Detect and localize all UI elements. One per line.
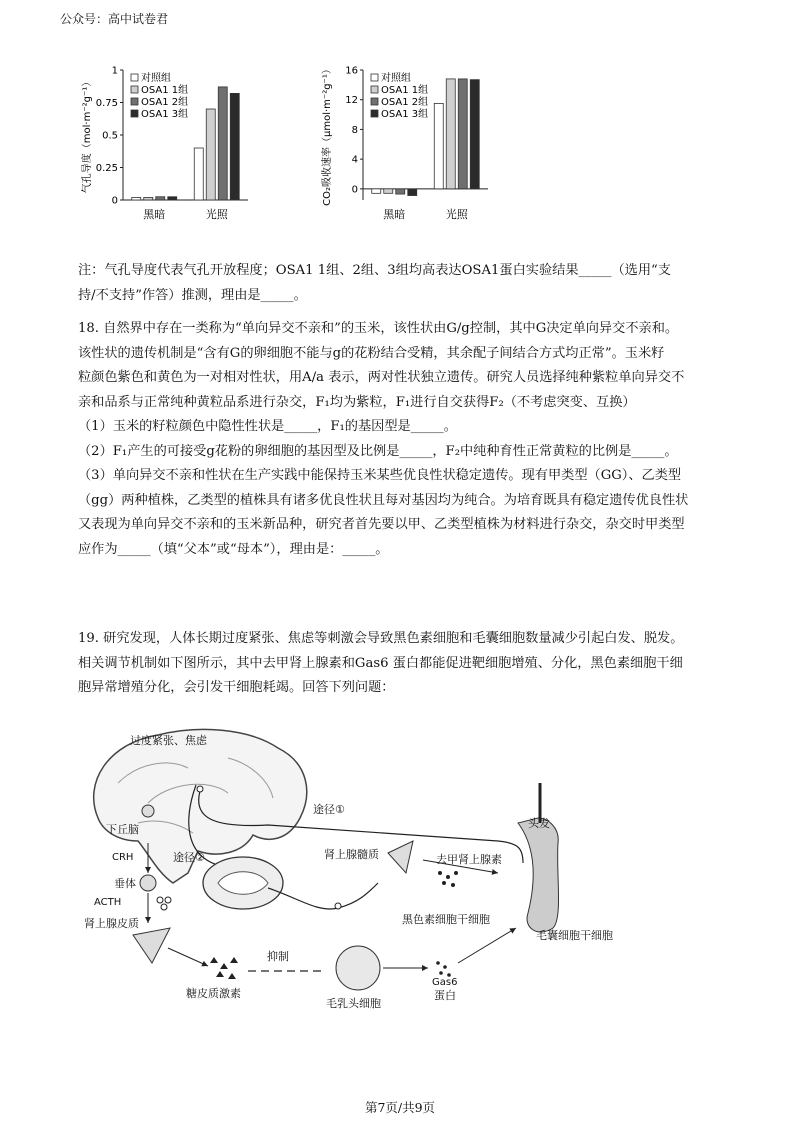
bar: [132, 197, 141, 200]
label-adrenal-medulla: 肾上腺髓质: [324, 848, 379, 861]
bar: [194, 148, 203, 200]
y-tick-label: 0: [111, 195, 118, 207]
bar: [458, 79, 467, 189]
label-norepinephrine: 去甲肾上腺素: [436, 853, 502, 866]
legend-label: 对照组: [381, 73, 411, 84]
q18-line: （1）玉米的籽粒颜色中隐性性状是_____，F₁的基因型是_____。: [78, 419, 457, 434]
hypothalamus-node: [142, 805, 154, 817]
spinal-efferent: [268, 883, 378, 909]
category-label: 黑暗: [383, 208, 406, 221]
legend-swatch: [131, 98, 138, 105]
legend-swatch: [371, 86, 378, 93]
bar: [230, 93, 239, 200]
question-18: [78, 317, 728, 562]
bar: [408, 189, 417, 196]
q18-line: （3）单向异交不亲和性状在生产实践中能保持玉米某些优良性状稳定遗传。现有甲类型（GG）、乙类型: [78, 468, 682, 483]
label-melanocyte-stem: 黑色素细胞干细胞: [402, 913, 490, 926]
gas6-arrow: [458, 928, 516, 963]
legend-swatch: [371, 110, 378, 117]
q18-line: 应作为_____（填“父本”或“母本”），理由是：_____。: [78, 541, 389, 557]
legend-swatch: [131, 74, 138, 81]
label-pathway2: 途径②: [173, 851, 205, 864]
q18-line: 该性状的遗传机制是“含有G的卵细胞不能与g的花粉结合受精，其余配子间结合方式均正常”。玉米籽: [78, 345, 665, 361]
y-tick-label: 0.5: [102, 130, 118, 142]
label-follicle-stem: 毛囊细胞干细胞: [536, 929, 613, 942]
page-footer: 第7页/共9页: [364, 1100, 436, 1115]
label-adrenal-cortex: 肾上腺皮质: [84, 917, 139, 930]
ganglion: [335, 903, 341, 909]
y-axis-label: 气孔导度（mol·m⁻²g⁻¹）: [82, 76, 93, 194]
q18-line: 18. 自然界中存在一类称为“单向异交不亲和”的玉米，该性状由G/g控制，其中G决定单向异交不亲和。: [78, 321, 679, 336]
bar: [384, 189, 393, 193]
legend-label: OSA1 2组: [381, 97, 429, 108]
gas6-dots: [436, 961, 451, 977]
bar: [168, 197, 177, 200]
y-tick-label: 0.75: [95, 98, 118, 109]
q18-line: 亲和品系与正常纯种黄粒品系进行杂交，F₁均为紫粒，F₁进行自交获得F₂（不考虑突变、互换）: [78, 394, 636, 410]
neuron-body: [197, 786, 203, 792]
category-label: 光照: [445, 208, 468, 221]
bar: [156, 197, 165, 200]
bar: [396, 189, 405, 194]
y-tick-label: 0: [351, 184, 358, 196]
bar: [372, 189, 381, 193]
chart-svg-1: [78, 62, 278, 232]
y-tick-label: 0.25: [95, 163, 118, 174]
acth-circles: [157, 897, 171, 910]
bar: [446, 79, 455, 189]
label-glucocorticoid: 糖皮质激素: [186, 987, 241, 1000]
diagram-svg: [78, 723, 648, 1053]
label-papilla: 毛乳头细胞: [326, 997, 381, 1010]
label-inhibit: 抑制: [267, 950, 289, 963]
label-protein: 蛋白: [434, 989, 456, 1002]
note-line: 持/不支持”作答）推测，理由是_____。: [78, 287, 307, 303]
legend-label: OSA1 2组: [141, 97, 189, 108]
bar: [434, 103, 443, 188]
regulation-diagram: [78, 723, 648, 1057]
label-pituitary: 垂体: [114, 877, 136, 890]
legend-swatch: [371, 74, 378, 81]
y-tick-label: 4: [351, 154, 358, 166]
bar: [470, 80, 479, 189]
label-hypothalamus: 下丘脑: [106, 823, 139, 836]
legend-swatch: [131, 110, 138, 117]
label-pathway1: 途径①: [313, 803, 345, 816]
chart-svg-2: [318, 62, 518, 232]
category-label: 光照: [205, 208, 228, 221]
label-stress: 过度紧张、焦虑: [130, 734, 207, 747]
q19-line: 胞异常增殖分化，会引发干细胞耗竭。回答下列问题：: [78, 680, 395, 695]
q18-line: （gg）两种植株，乙类型的植株具有诸多优良性状且每对基因均为纯合。为培育既具有稳定遗传优良性状: [78, 492, 689, 508]
label-hair: 头发: [528, 817, 550, 830]
legend-label: OSA1 3组: [141, 109, 189, 120]
legend-swatch: [131, 86, 138, 93]
cortex-arrow: [168, 948, 208, 966]
papilla-cell: [336, 946, 380, 990]
legend-label: OSA1 3组: [381, 109, 429, 120]
adrenal-medulla-shape: [388, 841, 413, 873]
q18-line: 粒颜色紫色和黄色为一对相对性状，用A/a 表示，两对性状独立遗传。研究人员选择纯种紫粒单向异交不: [78, 370, 685, 385]
bar: [218, 87, 227, 200]
y-tick-label: 8: [351, 124, 358, 136]
norepinephrine-dots: [438, 871, 458, 887]
label-acth: ACTH: [94, 897, 122, 908]
pituitary-node: [140, 875, 156, 891]
note-line: 注：气孔导度代表气孔开放程度；OSA1 1组、2组、3组均高表达OSA1蛋白实验结果_____（选用“支: [78, 263, 671, 278]
y-axis-label: CO₂吸收速率（μmol·m⁻²g⁻¹）: [322, 64, 333, 206]
adrenal-cortex-shape: [133, 928, 170, 963]
legend-label: 对照组: [141, 73, 171, 84]
y-tick-label: 16: [345, 65, 358, 77]
page-header: 公众号：高中试卷君: [60, 12, 169, 26]
question-19: [78, 627, 728, 701]
label-crh: CRH: [112, 852, 134, 863]
legend-label: OSA1 1组: [381, 85, 429, 96]
hair-follicle: [518, 818, 559, 932]
bar: [144, 197, 153, 200]
label-gas6: Gas6: [432, 977, 458, 988]
legend-swatch: [371, 98, 378, 105]
category-label: 黑暗: [143, 208, 166, 221]
q18-line: （2）F₁产生的可接受g花粉的卵细胞的基因型及比例是_____，F₂中纯种育性正常黄粒的比例是_____。: [78, 443, 678, 459]
note-paragraph: [78, 259, 728, 308]
glucocorticoid-triangles: [210, 957, 238, 979]
legend-label: OSA1 1组: [141, 85, 189, 96]
co2-absorption-chart: [318, 62, 518, 236]
q19-line: 相关调节机制如下图所示，其中去甲肾上腺素和Gas6 蛋白都能促进靶细胞增殖、分化，黑色素细胞干细: [78, 655, 683, 671]
q18-line: 又表现为单向异交不亲和的玉米新品种，研究者首先要以甲、乙类型植株为材料进行杂交，杂交时甲类型: [78, 517, 685, 532]
y-tick-label: 1: [111, 65, 118, 77]
stomatal-conductance-chart: [78, 62, 278, 236]
y-tick-label: 12: [345, 95, 358, 107]
bar: [206, 109, 215, 200]
q19-line: 19. 研究发现，人体长期过度紧张、焦虑等刺激会导致黑色素细胞和毛囊细胞数量减少引起白发、脱发。: [78, 631, 684, 646]
